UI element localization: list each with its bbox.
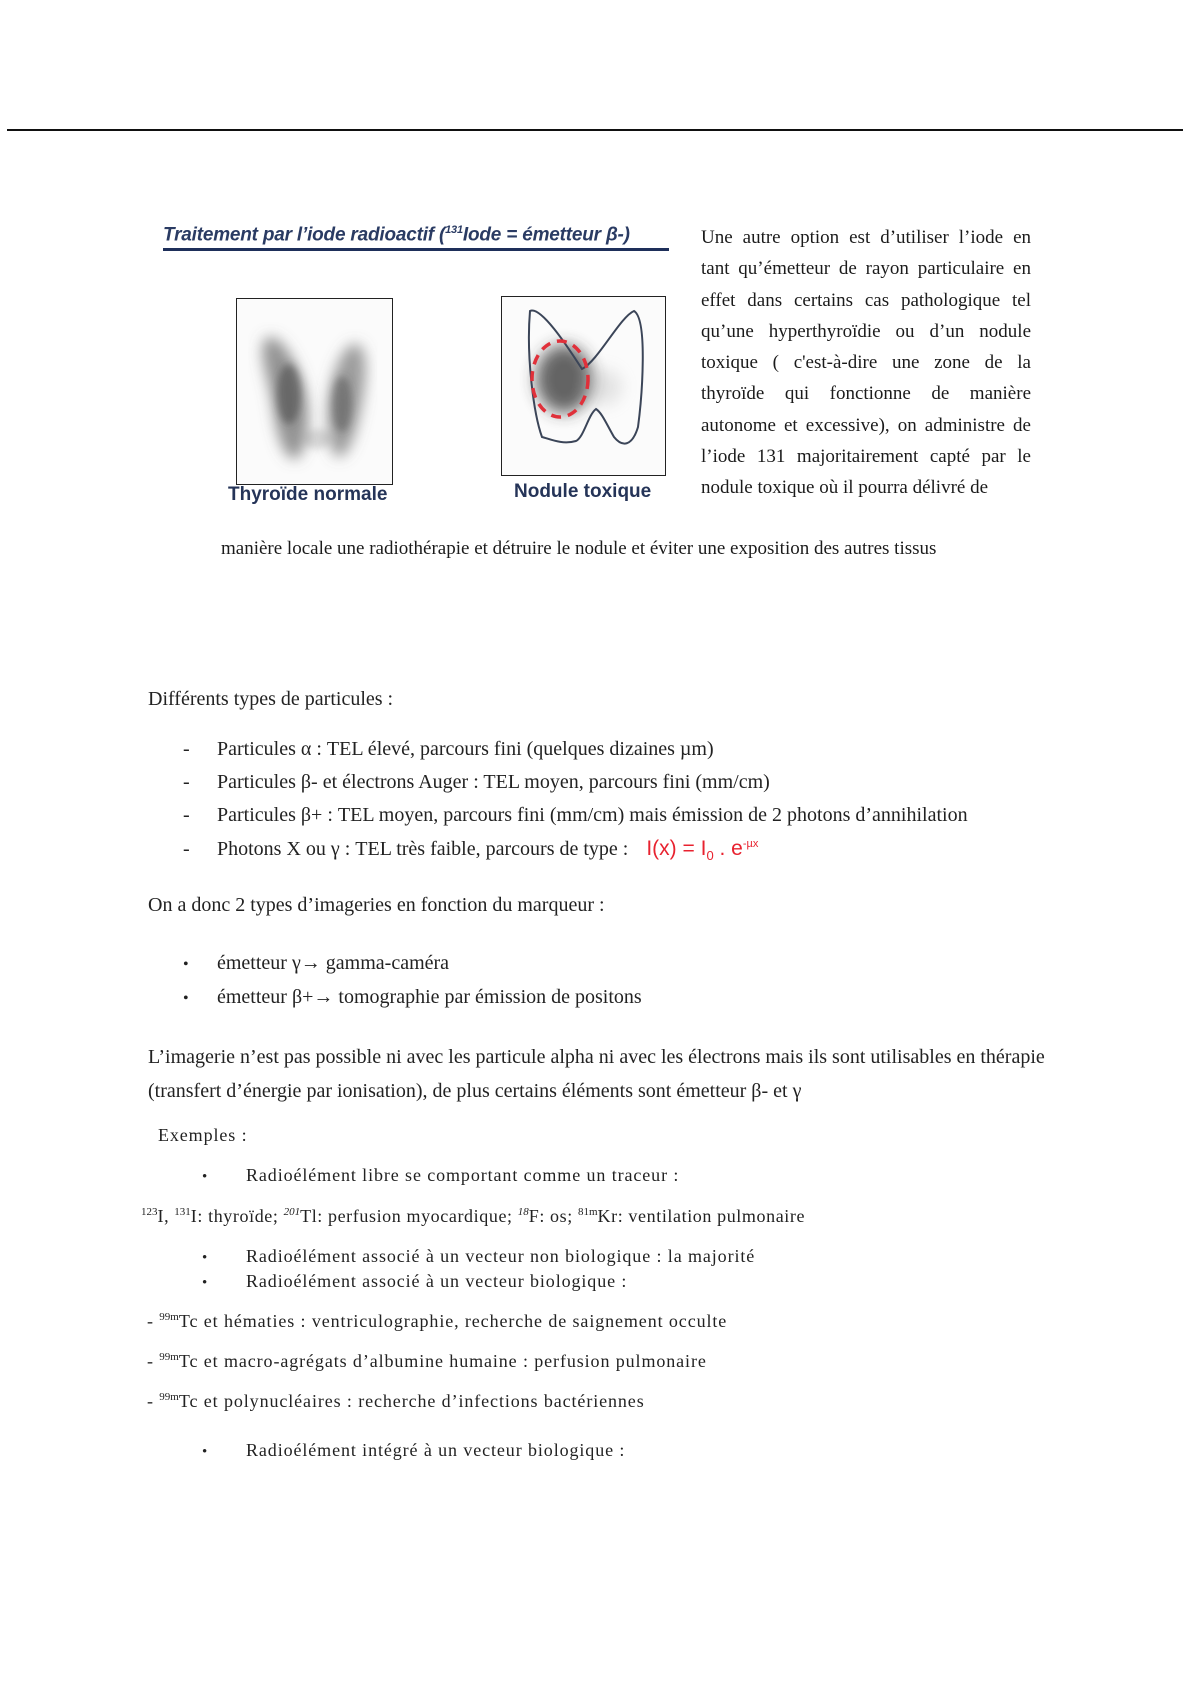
toxic-nodule-scan-image xyxy=(501,296,666,476)
bullet-icon: • xyxy=(202,1169,209,1185)
particles-list xyxy=(183,738,968,870)
bullet-icon: • xyxy=(183,956,189,973)
figure-title-isotope: 131 xyxy=(445,224,463,236)
formula-subscript: 0 xyxy=(706,848,714,864)
thyroid-normal-scan-graphic xyxy=(237,299,392,484)
example-text: Radioélément libre se comportant comme un traceur : xyxy=(246,1165,680,1185)
isotope-mass: 18 xyxy=(517,1206,529,1218)
list-dash: - xyxy=(147,1391,160,1411)
list-dash: - xyxy=(183,738,190,760)
figure-title xyxy=(163,224,630,246)
example-non-biological-vector xyxy=(202,1246,755,1267)
header-rule xyxy=(7,129,1183,131)
figure-title-suffix: Iode = émetteur β-) xyxy=(462,224,630,246)
particle-item-alpha xyxy=(183,738,968,771)
examples-heading: Exemples : xyxy=(158,1125,248,1145)
tc-example-text: Tc et hématies : ventriculographie, recherche de saignement occulte xyxy=(178,1311,728,1331)
particle-item-text: Particules β- et électrons Auger : TEL moyen, parcours fini (mm/cm) xyxy=(217,771,770,793)
particle-item-beta-minus xyxy=(183,771,968,804)
list-dash: - xyxy=(183,838,190,860)
isotope-mass: 201 xyxy=(283,1206,301,1218)
bullet-icon: • xyxy=(202,1275,209,1291)
isotope-mass: 99m xyxy=(159,1391,179,1403)
iodine-treatment-continuation: manière locale une radiothérapie et détruire le nodule et éviter une exposition des autres tissus xyxy=(221,538,937,559)
imagery-item-text: émetteur γ→ gamma-caméra xyxy=(217,952,450,974)
isotope-mass: 81m xyxy=(577,1206,598,1218)
tc-example-albumin xyxy=(147,1351,707,1372)
example-text: Radioélément associé à un vecteur biologique : xyxy=(246,1271,628,1291)
isotope-mass: 131 xyxy=(174,1206,191,1218)
imagery-list xyxy=(183,952,642,1020)
particle-item-text: Photons X ou γ : TEL très faible, parcours de type : xyxy=(217,838,629,860)
isotope-text: F: os; xyxy=(528,1206,578,1226)
imaging-limitations-paragraph: L’imagerie n’est pas possible ni avec les particule alpha ni avec les électrons mais ils sont utilisables en thérapie (transfert d’énergie par ionisation), de plus certains éléments sont émetteur β- et γ xyxy=(148,1046,1045,1102)
example-integrated-vector xyxy=(202,1440,625,1461)
figure-title-prefix: Traitement par l’iode radioactif ( xyxy=(163,224,446,246)
isotope-text: Kr: ventilation pulmonaire xyxy=(597,1206,806,1226)
formula-lhs: I(x) = I xyxy=(646,837,707,860)
list-dash: - xyxy=(147,1351,160,1371)
bullet-icon: • xyxy=(202,1250,209,1266)
list-dash: - xyxy=(183,804,190,826)
tc-example-hematies xyxy=(147,1311,727,1332)
particle-item-beta-plus xyxy=(183,804,968,837)
isotope-mass: 99m xyxy=(159,1311,179,1323)
example-text: Radioélément associé à un vecteur non biologique : la majorité xyxy=(246,1246,756,1266)
isotope-text: Tl: perfusion myocardique; xyxy=(300,1206,518,1226)
formula-exp-base: . e xyxy=(713,837,743,860)
tc-example-text: Tc et polynucléaires : recherche d’infections bactériennes xyxy=(178,1391,645,1411)
list-dash: - xyxy=(147,1311,160,1331)
example-text: Radioélément intégré à un vecteur biologique : xyxy=(246,1440,626,1460)
imagery-item-beta-plus xyxy=(183,986,642,1020)
attenuation-formula xyxy=(646,837,758,863)
tc-example-polynuclear xyxy=(147,1391,645,1412)
imagery-heading: On a donc 2 types d’imageries en fonction du marqueur : xyxy=(148,894,605,916)
imagery-item-gamma xyxy=(183,952,642,986)
caption-thyroid-normal: Thyroïde normale xyxy=(228,484,388,505)
isotope-mass: 123 xyxy=(141,1206,158,1218)
caption-toxic-nodule: Nodule toxique xyxy=(514,481,652,502)
isotope-text: I: thyroïde; xyxy=(190,1206,284,1226)
tc-example-text: Tc et macro-agrégats d’albumine humaine : perfusion pulmonaire xyxy=(178,1351,707,1371)
isotope-text: I, xyxy=(157,1206,175,1226)
example-free-tracer xyxy=(202,1165,679,1186)
toxic-nodule-scan-graphic xyxy=(502,297,665,475)
example-biological-vector xyxy=(202,1271,627,1292)
list-dash: - xyxy=(183,771,190,793)
free-tracer-examples xyxy=(141,1206,805,1227)
thyroid-normal-scan-image xyxy=(236,298,393,485)
bullet-icon: • xyxy=(183,990,189,1007)
isotope-mass: 99m xyxy=(159,1351,179,1363)
figure-title-underline xyxy=(163,248,669,251)
iodine-treatment-paragraph: Une autre option est d’utiliser l’iode en tant qu’émetteur de rayon particulaire en effet dans certains cas pathologique tel qu’une hyperthyroïdie ou d’un nodule toxique ( c'est-à-dire une zone de la thyroïde qui fonctionne de manière autonome et excessive), on administre de l’iode 131 majoritairement capté par le nodule toxique où il pourra délivré de xyxy=(701,227,1031,499)
particle-item-photons xyxy=(183,837,968,870)
imagery-item-text: émetteur β+→ tomographie par émission de positons xyxy=(217,986,642,1008)
particle-item-text: Particules β+ : TEL moyen, parcours fini (mm/cm) mais émission de 2 photons d’annihilation xyxy=(217,804,968,826)
particle-item-text: Particules α : TEL élevé, parcours fini (quelques dizaines µm) xyxy=(217,738,714,760)
particles-heading: Différents types de particules : xyxy=(148,688,394,710)
bullet-icon: • xyxy=(202,1444,209,1460)
formula-exponent: -µx xyxy=(742,838,759,850)
